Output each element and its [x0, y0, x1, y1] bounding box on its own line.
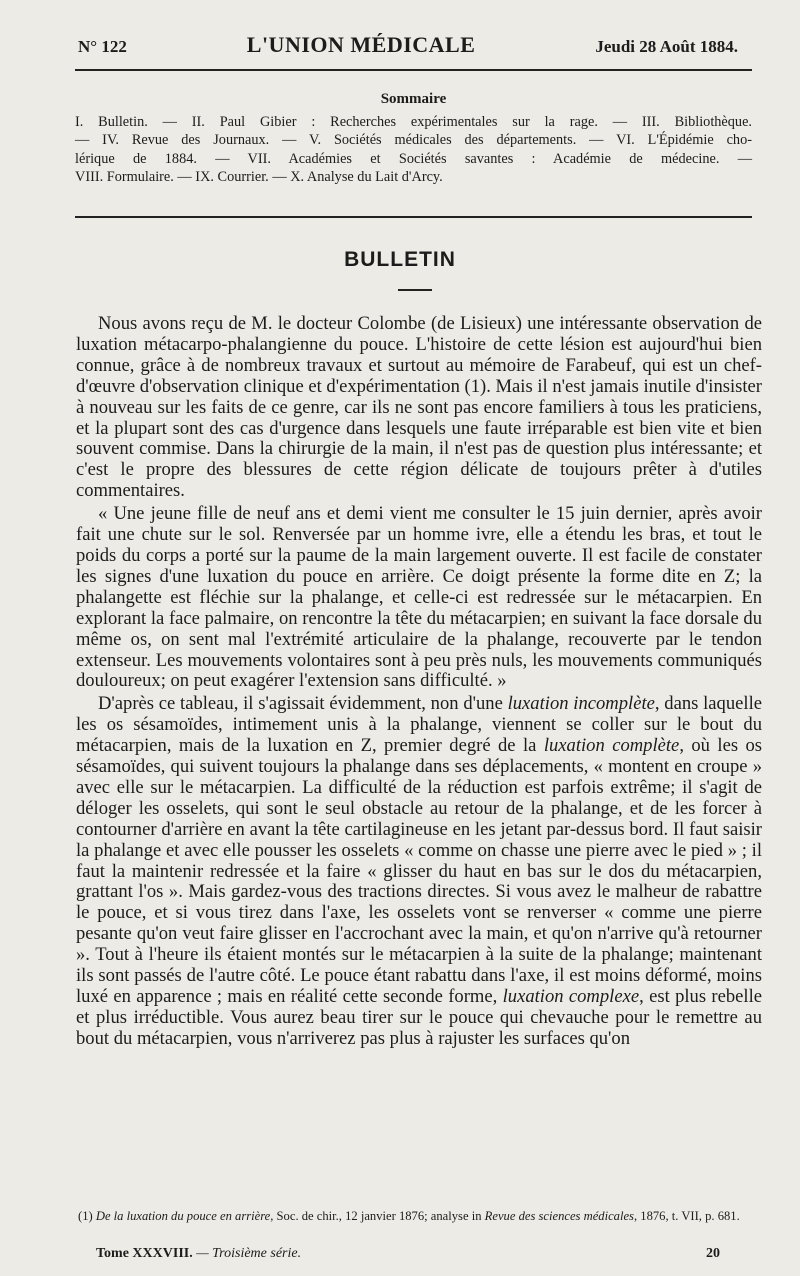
toc-line: VIII. Formulaire. — IX. Courrier. — X. Analyse du Lait d'Arcy.	[75, 169, 443, 186]
toc-line: — IV. Revue des Journaux. — V. Sociétés médicales des départements. — VI. L'Épidémie cho-	[75, 132, 752, 149]
article-body	[76, 314, 762, 1050]
table-of-contents	[75, 90, 752, 187]
section-title-rule	[398, 289, 432, 291]
page-number: 20	[706, 1246, 720, 1261]
paragraph: Nous avons reçu de M. le docteur Colombe (de Lisieux) une intéressante observation de luxation métacarpo-phalangienne du pouce. L'histoire de cette lésion est aujourd'hui bien connue, grâce à de nombreux travaux et surtout au mémoire de Farabeuf, qui est un chef-d'œuvre d'observation clinique et d'expérimentation (1). Mais il n'est jamais inutile d'insister à nouveau sur les faits de ce genre, car ils ne sont pas encore familiers à tous les praticiens, et la plupart sont des cas d'urgence dans lesquels une faute irréparable est bien vite et bien souvent commise. Dans la chirurgie de la main, il n'est pas de question plus intéressante; et c'est le propre des blessures de cette région délicate de toujours prêter à d'utiles commentaires.	[76, 313, 762, 502]
issue-number: N° 122	[78, 37, 127, 56]
page-footer	[96, 1246, 720, 1262]
footnote: (1) De la luxation du pouce en arrière, Soc. de chir., 12 janvier 1876; analyse in Revue des sciences médicales, 1876, t. VII, p. 681.	[78, 1209, 740, 1223]
issue-date: Jeudi 28 Août 1884.	[595, 37, 738, 56]
journal-title: L'UNION MÉDICALE	[246, 32, 476, 57]
section-title: BULLETIN	[344, 248, 456, 271]
toc-line: I. Bulletin. — II. Paul Gibier : Recherches expérimentales sur la rage. — III. Bibliothèque.	[75, 113, 752, 130]
paragraph: D'après ce tableau, il s'agissait évidemment, non d'une luxation incomplète, dans laquelle les os sésamoïdes, intimement unis à la phalange, viennent se coller sur le bout du métacarpien, mais de la luxation en Z, premier degré de la luxation complète, où les os sésamoïdes, qui suivent toujours la phalange dans ses déplacements, « montent en croupe » avec elle sur le métacarpien. La difficulté de la réduction est parfois extrême; il s'agit de déloger les osselets, qui sont le seul obstacle au retour de la phalange, et de les forcer à contourner d'arrière en avant la tête cartilagineuse en les jetant par-dessus bord. Il faut saisir la phalange et avec elle pousser les osselets « comme on chasse une pierre avec le pied » ; il faut la maintenir redressée et la faire « glisser du haut en bas sur le dos du métacarpien, grattant l'os ». Mais gardez-vous des tractions directes. Si vous avez le malheur de rabattre le pouce, et si vous tirez dans l'axe, les osselets vont se renverser « comme une pierre pesante qu'on veut faire glisser en l'accrochant avec la main, et qu'on n'arrive qu'à retourner ». Tout à l'heure ils étaient montés sur le métacarpien à la suite de la phalange; maintenant ils sont passés de l'autre côté. Le pouce étant rabattu dans l'axe, il est moins déformé, moins luxé en apparence ; mais en réalité cette seconde forme, luxation complexe, est plus rebelle et plus irréductible. Vous aurez beau tirer sur le pouce qui chevauche pour le remettre au bout du métacarpien, vous n'arriverez pas plus à rajuster les surfaces qu'on	[76, 693, 763, 1049]
section-rule	[75, 216, 752, 218]
page-header	[78, 32, 738, 64]
volume-info: Tome XXXVIII. — Troisième série.	[96, 1246, 302, 1261]
toc-line: lérique de 1884. — VII. Académies et Sociétés savantes : Académie de médecine. —	[75, 150, 752, 167]
toc-title: Sommaire	[380, 91, 447, 107]
header-rule	[75, 69, 752, 71]
paragraph: « Une jeune fille de neuf ans et demi vient me consulter le 15 juin dernier, après avoir fait une chute sur le sol. Renversée par un homme ivre, elle a étendu les bras, et tout le poids du corps a porté sur la paume de la main largement ouverte. Il est facile de constater les signes d'une luxation du pouce en arrière. Ce doigt présente la forme dite en Z; la phalangette est fléchie sur la phalange, et celle-ci est redressée sur le métacarpien. En explorant la face palmaire, on rencontre la tête du métacarpien; en suivant la face dorsale du même os, on sent mal l'extrémité articulaire de la phalange, recouverte par le tendon extenseur. Les mouvements volontaires sont à peu près nuls, les mouvements communiqués douloureux; on peut exagérer l'extension sans difficulté. »	[76, 503, 762, 692]
